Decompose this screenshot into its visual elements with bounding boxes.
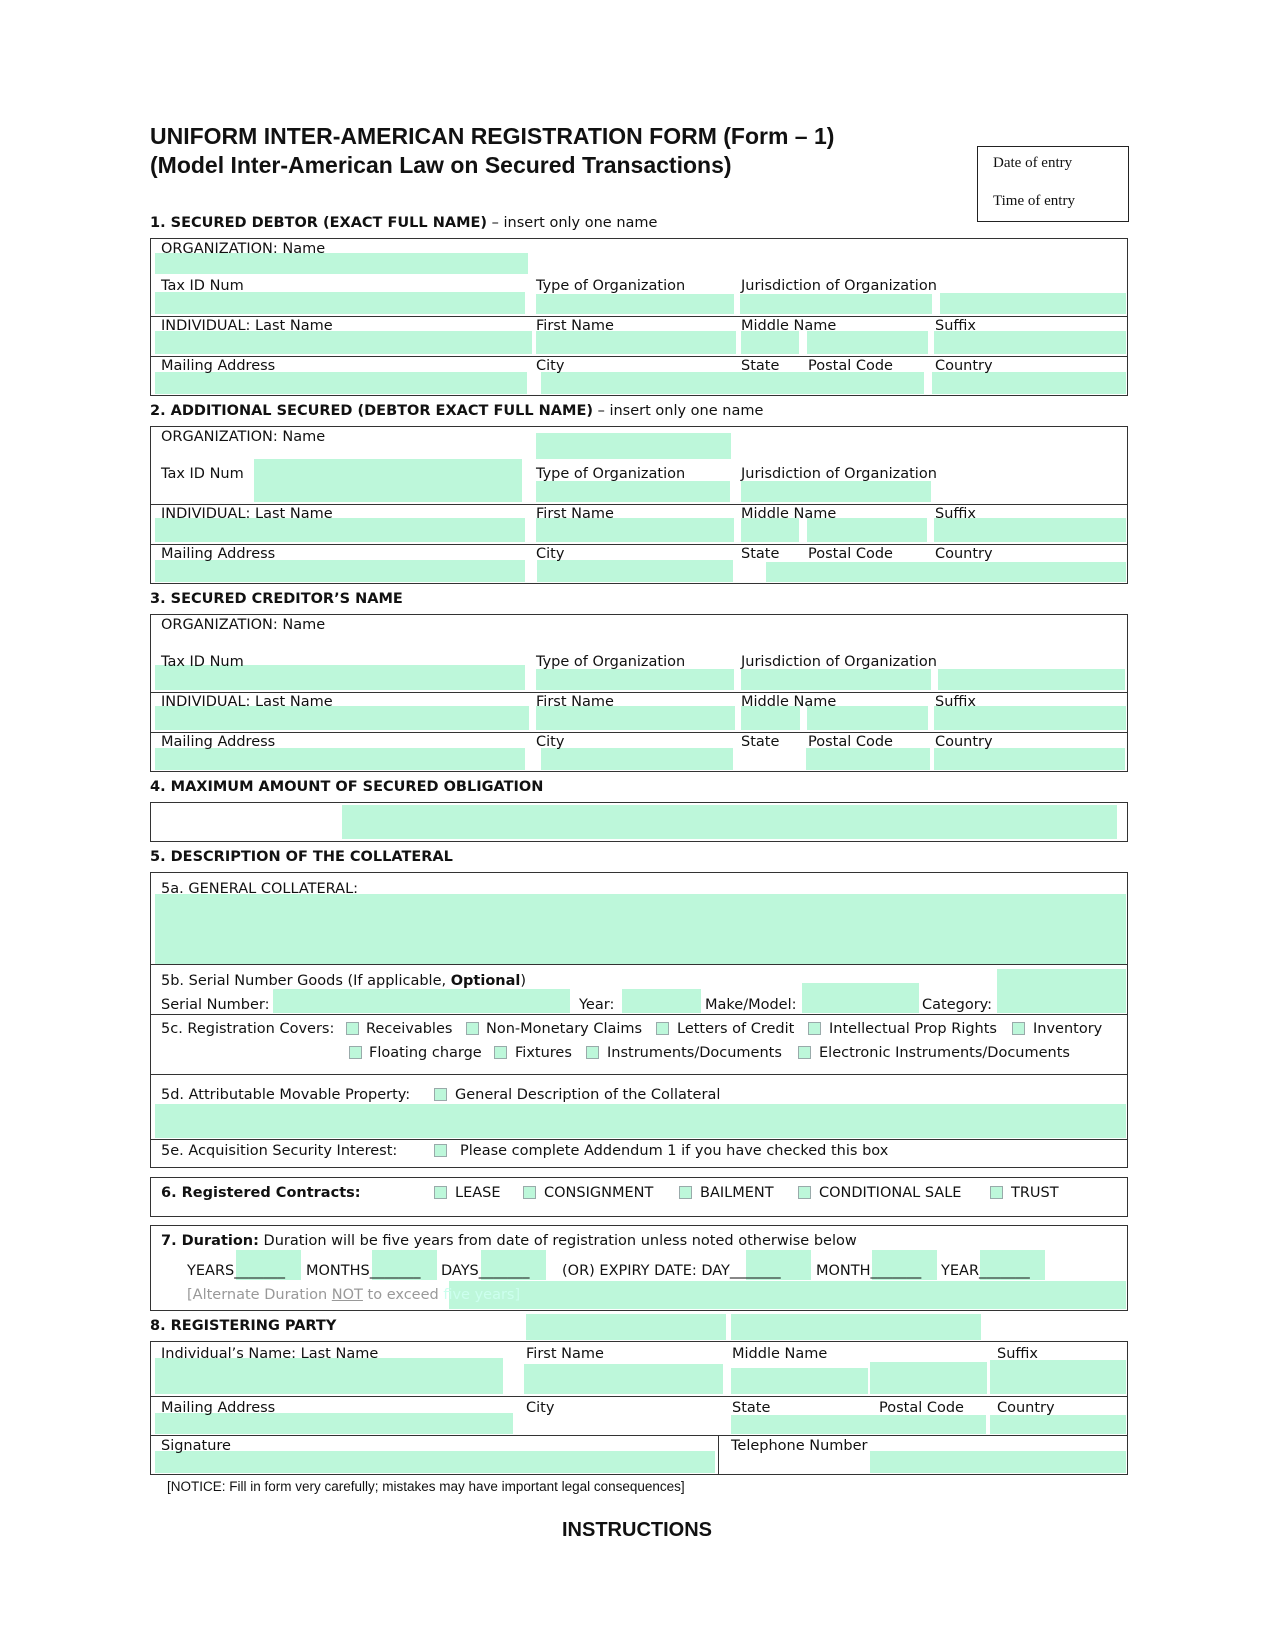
acquisition-label: 5e. Acquisition Security Interest:	[161, 1143, 398, 1159]
registering-middle-name-field-2[interactable]	[870, 1362, 987, 1394]
year-field[interactable]	[622, 989, 701, 1013]
registering-last-name-label: Individual’s Name: Last Name	[161, 1346, 379, 1362]
org-name-field[interactable]	[536, 433, 731, 459]
last-name-label: INDIVIDUAL: Last Name	[161, 318, 333, 334]
electronic-instruments-label: Electronic Instruments/Documents	[819, 1045, 1070, 1061]
serial-goods-text: 5b. Serial Number Goods (If applicable,	[161, 973, 451, 989]
org-name-label: ORGANIZATION: Name	[161, 617, 326, 633]
middle-name-label: Middle Name	[741, 506, 837, 522]
country-label: Country	[935, 734, 993, 750]
divider	[150, 1014, 1128, 1015]
alt-end: five years]	[443, 1287, 521, 1303]
alt-not: NOT	[331, 1287, 363, 1303]
consignment-label: CONSIGNMENT	[544, 1185, 654, 1201]
year-label: Year:	[579, 997, 615, 1013]
non-monetary-claims-checkbox[interactable]	[466, 1022, 479, 1035]
city-field[interactable]	[541, 372, 924, 394]
registering-suffix-label: Suffix	[997, 1346, 1038, 1362]
days-label: DAYS_______	[441, 1263, 530, 1279]
section8-heading	[150, 1318, 336, 1334]
registering-state-postal-field[interactable]	[731, 1415, 986, 1434]
category-field[interactable]	[997, 969, 1126, 1013]
registering-city-label: City	[526, 1400, 555, 1416]
make-model-field[interactable]	[802, 983, 919, 1013]
bailment-checkbox[interactable]	[679, 1186, 692, 1199]
section4-heading	[150, 779, 543, 795]
section1-title: 1. SECURED DEBTOR (EXACT FULL NAME)	[150, 215, 488, 231]
postal-code-label: Postal Code	[808, 358, 893, 374]
divider	[150, 1396, 1128, 1397]
entry-box	[977, 146, 1129, 222]
trust-label: TRUST	[1011, 1185, 1059, 1201]
registering-state-label: State	[732, 1400, 771, 1416]
electronic-instruments-checkbox[interactable]	[798, 1046, 811, 1059]
mailing-address-label: Mailing Address	[161, 546, 276, 562]
mailing-address-field[interactable]	[155, 372, 527, 394]
divider	[150, 504, 1128, 505]
jurisdiction-field[interactable]	[740, 294, 932, 314]
divider-vertical	[718, 1435, 719, 1475]
section8-title: 8. REGISTERING PARTY	[150, 1318, 337, 1334]
divider	[150, 316, 1128, 317]
alt-prefix: [Alternate Duration	[187, 1287, 332, 1303]
instructions-heading: INSTRUCTIONS	[562, 1519, 712, 1541]
telephone-label: Telephone Number	[731, 1438, 868, 1454]
registering-postal-code-label: Postal Code	[879, 1400, 964, 1416]
registering-mailing-address-label: Mailing Address	[161, 1400, 276, 1416]
state-postal-country-field[interactable]	[766, 562, 1126, 582]
inventory-label: Inventory	[1033, 1021, 1103, 1037]
section4-title: 4. MAXIMUM AMOUNT OF SECURED OBLIGATION	[150, 779, 544, 795]
suffix-label: Suffix	[935, 694, 976, 710]
receivables-label: Receivables	[366, 1021, 453, 1037]
instruments-documents-checkbox[interactable]	[586, 1046, 599, 1059]
addendum-label: Please complete Addendum 1 if you have checked this box	[460, 1143, 889, 1159]
serial-number-label: Serial Number:	[161, 997, 270, 1013]
expiry-month-label: MONTH_______	[816, 1263, 922, 1279]
section1-note: – insert only one name	[487, 215, 658, 231]
last-name-field[interactable]	[155, 331, 532, 354]
fixtures-checkbox[interactable]	[494, 1046, 507, 1059]
registering-country-label: Country	[997, 1400, 1055, 1416]
inventory-checkbox[interactable]	[1012, 1022, 1025, 1035]
middle-name-label: Middle Name	[741, 694, 837, 710]
time-of-entry-label: Time of entry	[993, 193, 1075, 209]
tax-id-label: Tax ID Num	[161, 466, 244, 482]
notice-text: [NOTICE: Fill in form very carefully; mistakes may have important legal consequences]	[167, 1479, 685, 1494]
registered-contracts-label	[161, 1185, 361, 1201]
mailing-address-label: Mailing Address	[161, 734, 276, 750]
mailing-address-label: Mailing Address	[161, 358, 276, 374]
conditional-sale-label: CONDITIONAL SALE	[819, 1185, 962, 1201]
first-name-field-top[interactable]	[526, 1314, 726, 1340]
category-label: Category:	[922, 997, 993, 1013]
floating-charge-checkbox[interactable]	[349, 1046, 362, 1059]
middle-name-field-2[interactable]	[807, 331, 928, 354]
country-label: Country	[935, 546, 993, 562]
general-collateral-field[interactable]	[155, 894, 1126, 964]
divider	[150, 1139, 1128, 1140]
postal-code-field[interactable]	[806, 748, 930, 770]
general-description-label: General Description of the Collateral	[455, 1087, 721, 1103]
duration-heading	[161, 1233, 857, 1249]
intellectual-prop-label: Intellectual Prop Rights	[829, 1021, 997, 1037]
registering-country-field[interactable]	[990, 1415, 1126, 1434]
jurisdiction-label: Jurisdiction of Organization	[741, 278, 937, 294]
suffix-field[interactable]	[934, 331, 1126, 354]
bailment-label: BAILMENT	[700, 1185, 774, 1201]
type-org-label: Type of Organization	[536, 278, 686, 294]
first-name-label: First Name	[536, 506, 614, 522]
alternate-duration-field[interactable]	[449, 1281, 1126, 1309]
form-title	[150, 122, 834, 180]
years-label: YEARS_______	[187, 1263, 285, 1279]
registering-suffix-field[interactable]	[990, 1360, 1126, 1394]
city-label: City	[536, 734, 565, 750]
suffix-label: Suffix	[935, 318, 976, 334]
state-label: State	[741, 358, 780, 374]
lease-label: LEASE	[455, 1185, 501, 1201]
section2-note: – insert only one name	[592, 403, 764, 419]
date-of-entry-label: Date of entry	[993, 155, 1073, 171]
mailing-address-field[interactable]	[155, 560, 525, 582]
mailing-address-field[interactable]	[155, 748, 525, 770]
floating-charge-label: Floating charge	[369, 1045, 482, 1061]
last-name-label: INDIVIDUAL: Last Name	[161, 506, 333, 522]
jurisdiction-label: Jurisdiction of Organization	[741, 654, 937, 670]
middle-name-label: Middle Name	[741, 318, 837, 334]
divider	[150, 732, 1128, 733]
registering-last-name-field[interactable]	[155, 1358, 503, 1394]
state-label: State	[741, 734, 780, 750]
middle-name-field[interactable]	[741, 331, 799, 354]
section6-title: 6. Registered Contracts:	[161, 1185, 361, 1201]
jurisdiction-field-2[interactable]	[940, 293, 1126, 314]
section5-heading	[150, 849, 453, 865]
receivables-checkbox[interactable]	[346, 1022, 359, 1035]
type-org-field[interactable]	[536, 294, 734, 314]
jurisdiction-label: Jurisdiction of Organization	[741, 466, 937, 482]
divider	[150, 964, 1128, 965]
section1-heading	[150, 215, 657, 231]
suffix-label: Suffix	[935, 506, 976, 522]
attributable-property-field[interactable]	[155, 1104, 1126, 1138]
signature-field[interactable]	[155, 1451, 715, 1473]
tax-id-label: Tax ID Num	[161, 278, 244, 294]
telephone-field[interactable]	[870, 1451, 1126, 1473]
org-name-label: ORGANIZATION: Name	[161, 429, 326, 445]
registering-first-name-label: First Name	[526, 1346, 604, 1362]
section2-title: 2. ADDITIONAL SECURED (DEBTOR EXACT FULL NAME)	[150, 403, 593, 419]
alternate-duration-label	[187, 1287, 520, 1303]
registering-middle-name-field[interactable]	[731, 1368, 868, 1394]
section3-heading	[150, 591, 403, 607]
divider	[150, 1074, 1128, 1075]
registering-middle-name-label: Middle Name	[732, 1346, 828, 1362]
close-paren: )	[520, 973, 527, 989]
jurisdiction-field-2[interactable]	[938, 669, 1125, 690]
general-collateral-label: 5a. GENERAL COLLATERAL:	[161, 881, 359, 897]
type-org-label: Type of Organization	[536, 466, 686, 482]
type-org-label: Type of Organization	[536, 654, 686, 670]
instruments-documents-label: Instruments/Documents	[607, 1045, 782, 1061]
expiry-day-label: (OR) EXPIRY DATE: DAY_______	[562, 1263, 781, 1279]
section2-heading	[150, 403, 763, 419]
section7-title: 7. Duration:	[161, 1233, 259, 1249]
months-label: MONTHS_______	[306, 1263, 421, 1279]
fixtures-label: Fixtures	[515, 1045, 572, 1061]
city-label: City	[536, 546, 565, 562]
postal-code-label: Postal Code	[808, 546, 893, 562]
registering-first-name-field[interactable]	[524, 1364, 723, 1394]
divider	[150, 356, 1128, 357]
signature-label: Signature	[161, 1438, 231, 1454]
consignment-checkbox[interactable]	[523, 1186, 536, 1199]
make-model-label: Make/Model:	[705, 997, 797, 1013]
city-field[interactable]	[537, 560, 733, 582]
first-name-label: First Name	[536, 318, 614, 334]
covers-label: 5c. Registration Covers:	[161, 1021, 335, 1037]
divider	[150, 692, 1128, 693]
section5-title: 5. DESCRIPTION OF THE COLLATERAL	[150, 849, 453, 865]
intellectual-prop-checkbox[interactable]	[808, 1022, 821, 1035]
tax-id-label: Tax ID Num	[161, 654, 244, 670]
type-org-field[interactable]	[536, 669, 734, 690]
country-field[interactable]	[932, 372, 1126, 394]
first-name-field[interactable]	[536, 331, 736, 354]
optional-text: Optional	[450, 973, 521, 989]
postal-code-label: Postal Code	[808, 734, 893, 750]
last-name-label: INDIVIDUAL: Last Name	[161, 694, 333, 710]
jurisdiction-field[interactable]	[741, 481, 931, 502]
section3-title: 3. SECURED CREDITOR’S NAME	[150, 591, 403, 607]
duration-text: Duration will be five years from date of registration unless noted otherwise below	[258, 1233, 857, 1249]
conditional-sale-checkbox[interactable]	[798, 1186, 811, 1199]
country-label: Country	[935, 358, 993, 374]
city-field[interactable]	[541, 748, 733, 770]
letters-of-credit-label: Letters of Credit	[677, 1021, 795, 1037]
attributable-label: 5d. Attributable Movable Property:	[161, 1087, 411, 1103]
first-name-label: First Name	[536, 694, 614, 710]
form-title-line1: UNIFORM INTER-AMERICAN REGISTRATION FORM (Form – 1)	[150, 123, 835, 149]
type-org-field[interactable]	[536, 481, 730, 502]
country-field[interactable]	[934, 748, 1125, 770]
jurisdiction-field[interactable]	[741, 669, 931, 690]
tax-id-field[interactable]	[254, 459, 522, 502]
tax-id-field[interactable]	[155, 292, 525, 314]
serial-number-field[interactable]	[273, 989, 570, 1013]
letters-of-credit-checkbox[interactable]	[656, 1022, 669, 1035]
acquisition-checkbox[interactable]	[434, 1144, 447, 1157]
org-name-label: ORGANIZATION: Name	[161, 241, 326, 257]
divider	[150, 544, 1128, 545]
middle-name-field-top[interactable]	[731, 1314, 981, 1340]
alt-mid: to exceed	[362, 1287, 444, 1303]
registering-mailing-address-field[interactable]	[155, 1413, 513, 1434]
expiry-year-label: YEAR_______	[941, 1263, 1030, 1279]
general-description-checkbox[interactable]	[434, 1088, 447, 1101]
divider	[150, 1435, 1128, 1436]
trust-checkbox[interactable]	[990, 1186, 1003, 1199]
non-monetary-claims-label: Non-Monetary Claims	[486, 1021, 643, 1037]
max-amount-field[interactable]	[342, 805, 1117, 839]
state-label: State	[741, 546, 780, 562]
lease-checkbox[interactable]	[434, 1186, 447, 1199]
serial-goods-label	[161, 973, 526, 989]
city-label: City	[536, 358, 565, 374]
form-title-line2: (Model Inter-American Law on Secured Transactions)	[150, 152, 732, 178]
